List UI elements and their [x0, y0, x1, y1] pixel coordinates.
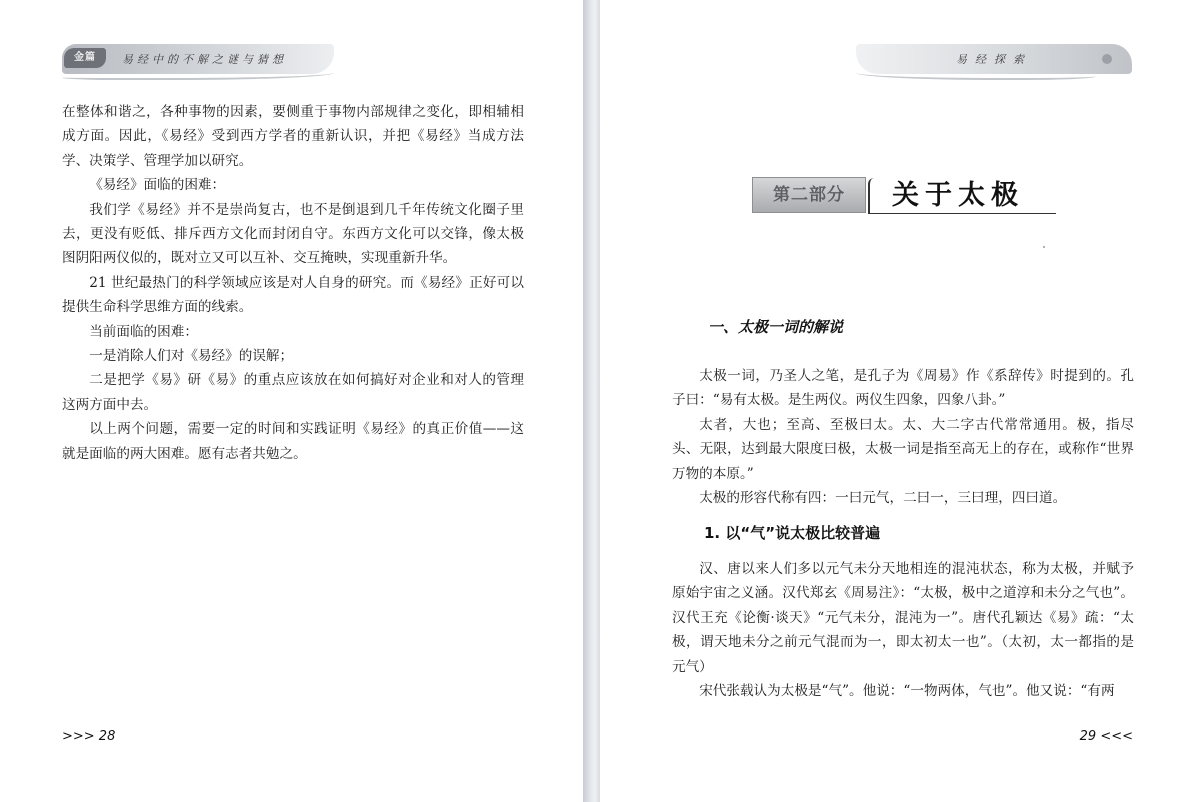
right-body-text-1	[672, 364, 1134, 510]
header-badge: 金篇	[64, 48, 106, 68]
paragraph: 太极一词，乃圣人之笔，是孔子为《周易》作《系辞传》时提到的。孔子曰：“易有太极。是生两仪。两仪生四象，四象八卦。”	[672, 368, 1134, 409]
paragraph: 当前面临的困难：	[89, 323, 198, 340]
left-page	[0, 0, 583, 802]
part-label: 第二部分	[752, 177, 866, 213]
left-body-text	[62, 100, 524, 466]
print-speck	[1043, 246, 1045, 248]
right-header-title: 易经探索	[956, 53, 1032, 66]
right-running-header	[856, 44, 1132, 74]
part-bracket-decoration	[868, 178, 874, 214]
subsection-heading: 1. 以“气”说太极比较普遍	[704, 524, 881, 542]
paragraph: 21 世纪最热门的科学领域应该是对人自身的研究。而《易经》正好可以提供生命科学思维方面的线索。	[62, 274, 524, 316]
section-heading: 一、太极一词的解说	[708, 318, 844, 336]
paragraph: 汉、唐以来人们多以元气未分天地相连的混沌状态，称为太极，并赋予原始宇宙之义涵。汉代郑玄《周易注》：“太极，极中之道淳和未分之气也”。汉代王充《论衡·谈天》“元气未分，混沌为一”。唐代孔颖达《易》疏：“太极，谓天地未分之前元气混而为一，即太初太一也”。（太初，太一都指的是元气）	[672, 561, 1134, 675]
paragraph: 太者，大也；至高、至极曰太。太、大二字古代常常通用。极，指尽头、无限，达到最大限度曰极，太极一词是指至高无上的存在，或称作“世界万物的本原。”	[672, 416, 1134, 482]
header-swoosh-decoration	[856, 68, 1096, 80]
part-underline	[870, 213, 1056, 214]
paragraph: 在整体和谐之，各种事物的因素，要侧重于事物内部规律之变化，即相辅相成方面。因此，《易经》受到西方学者的重新认识，并把《易经》当成方法学、决策学、管理学加以研究。	[62, 104, 524, 169]
paragraph: 一是消除人们对《易经》的误解；	[89, 348, 294, 365]
book-gutter	[583, 0, 600, 802]
right-page	[600, 0, 1179, 802]
right-page-number: 29 <<<	[1079, 729, 1133, 744]
paragraph: 宋代张载认为太极是“气”。他说：“一物两体，气也”。他又说：“有两	[699, 683, 1115, 700]
paragraph: 我们学《易经》并不是崇尚复古，也不是倒退到几千年传统文化圈子里去，更没有贬低、排斥西方文化而封闭自守。东西方文化可以交锋，像太极图阴阳两仪似的，既对立又可以互补、交互掩映，实现重新升华。	[62, 201, 524, 267]
paragraph: 太极的形容代称有四：一曰元气，二曰一，三曰理，四曰道。	[699, 490, 1067, 507]
paragraph: 《易经》面临的困难：	[89, 177, 226, 194]
left-running-header	[62, 44, 334, 74]
header-swoosh-decoration	[62, 68, 334, 80]
left-page-number: >>> 28	[62, 729, 116, 744]
paragraph: 二是把学《易》研《易》的重点应该放在如何搞好对企业和对人的管理这两方面中去。	[62, 372, 524, 413]
paragraph: 以上两个问题，需要一定的时间和实践证明《易经》的真正价值——这就是面临的两大困难。愿有志者共勉之。	[62, 421, 524, 462]
header-dot-decoration	[1102, 54, 1112, 64]
right-body-text-2	[672, 557, 1134, 703]
left-header-title: 易经中的不解之谜与猜想	[122, 53, 287, 66]
part-title: 关于太极	[892, 180, 1024, 211]
part-title-block	[752, 175, 1056, 217]
